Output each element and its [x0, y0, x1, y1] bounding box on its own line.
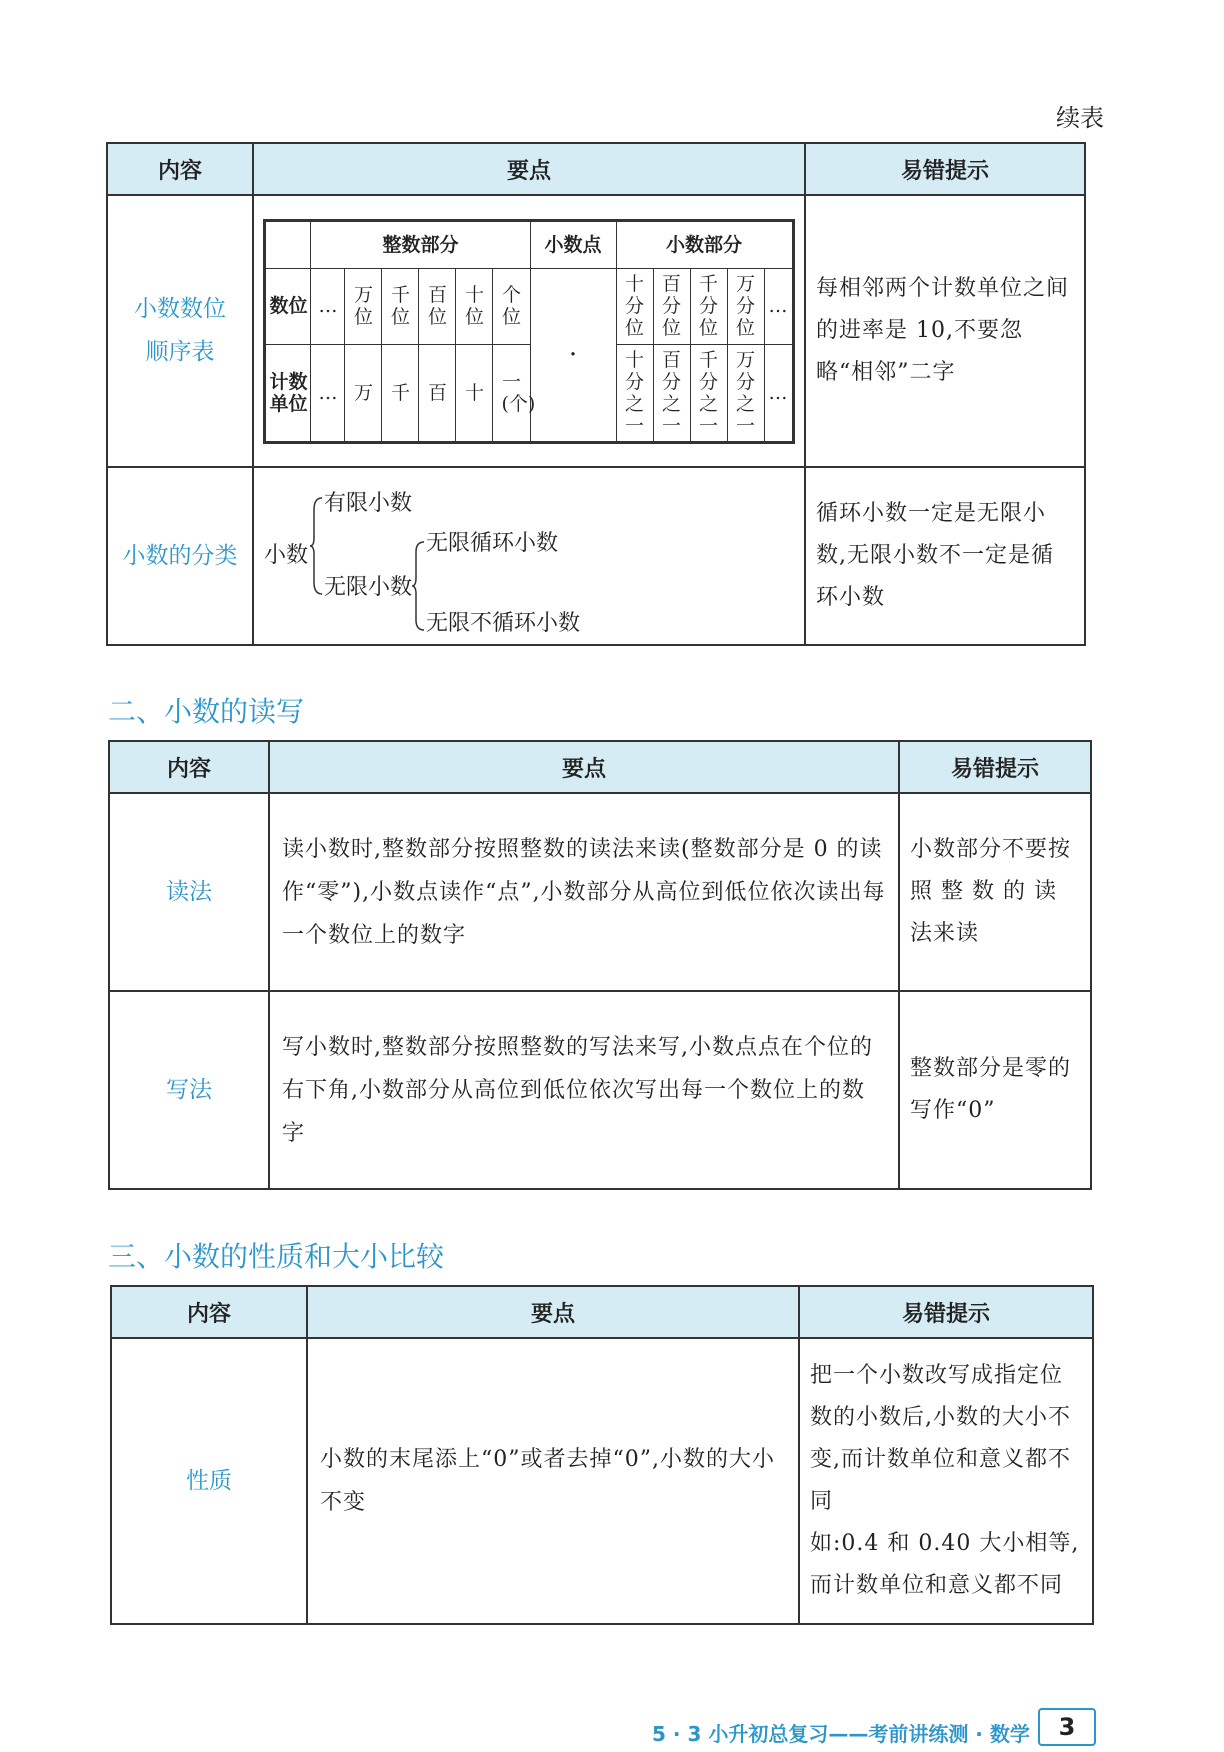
int-place: 百位: [419, 268, 456, 344]
decimal-point-symbol: ·: [530, 268, 616, 442]
header-points: 要点: [269, 741, 899, 793]
header-decimal-point: 小数点: [530, 220, 616, 268]
class-root: 小数: [264, 543, 309, 568]
header-tips: 易错提示: [899, 741, 1091, 793]
footer-text: 5 · 3 小升初总复习——考前讲练测 · 数学: [652, 1722, 1030, 1746]
label-line-1: 小数数位: [134, 296, 226, 322]
place-row-label: 数位: [265, 268, 311, 344]
int-place: 十位: [456, 268, 493, 344]
dec-unit: 万分之一: [727, 344, 764, 442]
dec-place: 千分位: [690, 268, 727, 344]
tip-writing: 整数部分是零的写作“0”: [899, 991, 1091, 1189]
properties-table: [110, 1285, 1094, 1625]
int-unit: 一(个): [493, 344, 530, 442]
ellipsis: …: [764, 344, 793, 442]
classification-diagram: [254, 476, 804, 636]
dec-unit: 千分之一: [690, 344, 727, 442]
header-integer-part: 整数部分: [311, 220, 530, 268]
brace-icon: [412, 540, 426, 632]
int-place: 个位: [493, 268, 530, 344]
header-decimal-part: 小数部分: [616, 220, 793, 268]
ellipsis: …: [764, 268, 793, 344]
decimal-places-table: [106, 142, 1086, 646]
row-label-reading: 读法: [109, 793, 269, 991]
header-tips: 易错提示: [799, 1286, 1093, 1338]
unit-row-label: 计数 单位: [265, 344, 311, 442]
place-value-table: [263, 219, 794, 444]
points-properties: 小数的末尾添上“0”或者去掉“0”,小数的大小不变: [307, 1338, 799, 1624]
row-label-writing: 写法: [109, 991, 269, 1189]
ellipsis: …: [311, 268, 345, 344]
tip-place-order: 每相邻两个计数单位之间的进率是 10,不要忽略“相邻”二字: [805, 195, 1085, 467]
dec-place: 十分位: [616, 268, 653, 344]
read-write-table: [108, 740, 1092, 1190]
header-content: 内容: [111, 1286, 307, 1338]
class-finite: 有限小数: [324, 491, 413, 516]
tip-classification: 循环小数一定是无限小数,无限小数不一定是循环小数: [805, 467, 1085, 645]
class-repeating: 无限循环小数: [426, 531, 559, 556]
continued-label: 续表: [1056, 104, 1104, 132]
ellipsis: …: [311, 344, 345, 442]
section-title-properties: 三、小数的性质和大小比较: [108, 1240, 445, 1273]
int-unit: 万: [345, 344, 382, 442]
row-label-classification: 小数的分类: [107, 467, 253, 645]
header-content: 内容: [109, 741, 269, 793]
header-tips: 易错提示: [805, 143, 1085, 195]
int-place: 千位: [382, 268, 419, 344]
tip-properties: [799, 1338, 1093, 1624]
dec-place: 万分位: [727, 268, 764, 344]
int-place: 万位: [345, 268, 382, 344]
section-title-read-write: 二、小数的读写: [108, 695, 305, 728]
place-table-cell: [253, 195, 805, 467]
row-label-place-order: [107, 195, 253, 467]
header-content: 内容: [107, 143, 253, 195]
class-non-repeating: 无限不循环小数: [426, 611, 581, 636]
header-points: 要点: [307, 1286, 799, 1338]
place-corner: [265, 220, 311, 268]
points-writing: 写小数时,整数部分按照整数的写法来写,小数点点在个位的右下角,小数部分从高位到低位依次写出每一个数位上的数字: [269, 991, 899, 1189]
tip-text: 把一个小数改写成指定位数的小数后,小数的大小不变,而计数单位和意义都不同: [810, 1363, 1071, 1514]
int-unit: 十: [456, 344, 493, 442]
dec-unit: 百分之一: [653, 344, 690, 442]
int-unit: 千: [382, 344, 419, 442]
header-points: 要点: [253, 143, 805, 195]
tip-reading: 小数部分不要按照 整 数 的 读 法来读: [899, 793, 1091, 991]
class-infinite: 无限小数: [324, 575, 413, 600]
classification-cell: [253, 467, 805, 645]
brace-icon: [310, 496, 324, 596]
row-label-properties: 性质: [111, 1338, 307, 1624]
tip-example: 如:0.4 和 0.40 大小相等,而计数单位和意义都不同: [810, 1531, 1080, 1598]
points-reading: 读小数时,整数部分按照整数的读法来读(整数部分是 0 的读作“零”),小数点读作“点”,小数部分从高位到低位依次读出每一个数位上的数字: [269, 793, 899, 991]
page-number: 3: [1038, 1708, 1096, 1746]
label-line-2: 顺序表: [145, 339, 215, 365]
dec-unit: 十分之一: [616, 344, 653, 442]
dec-place: 百分位: [653, 268, 690, 344]
int-unit: 百: [419, 344, 456, 442]
